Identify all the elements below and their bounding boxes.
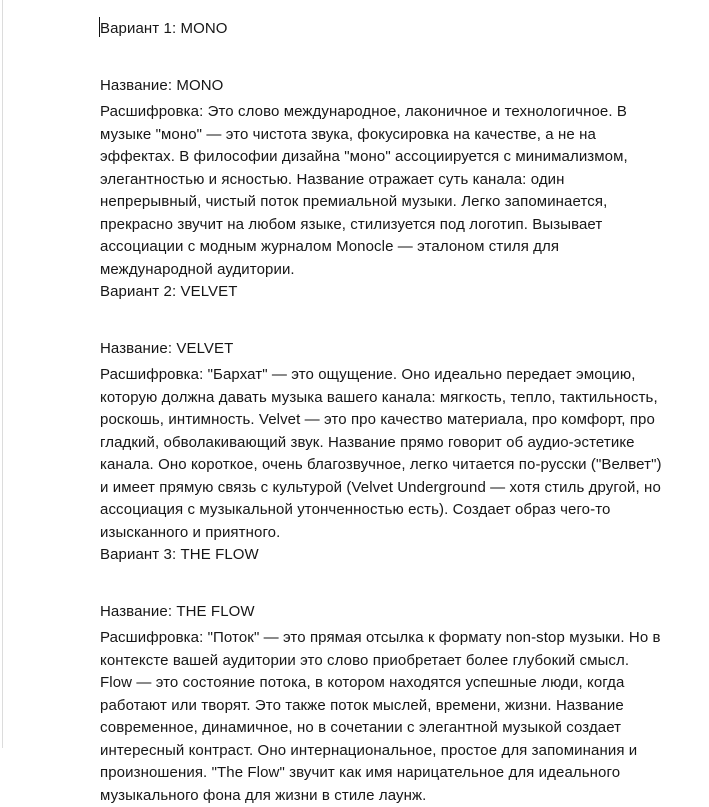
variant-2-description[interactable]: Расшифровка: "Бархат" — это ощущение. Оно идеально передает эмоцию, которую должна давать музыка вашего канала: мягкость, тепло, тактильность, роскошь, интимность. Velvet — это про качество материала, про комфорт, про гладкий, обволакивающий звук. Название прямо говорит об аудио-эстетике канала. Оно короткое, очень благозвучное, легко читается по-русски ("Велвет") и имеет прямую связь с культурой (Velvet Underground — хотя стиль другой, но ассоциация с музыкальной утонченностью есть). Создает образ чего-то изысканного и приятного. — [100, 366, 662, 541]
variant-1-title-text: Вариант 1: MONO — [100, 20, 228, 37]
variant-1-title[interactable] — [100, 18, 665, 41]
variant-3-description[interactable]: Расшифровка: "Поток" — это прямая отсылка к формату non-stop музыки. Но в контексте вашей аудитории это слово приобретает более глубокий смысл. Flow — это состояние потока, в котором находятся успешные люди, когда работают или творят. Это также поток мыслей, времени, жизни. Название современное, динамичное, но в сочетании с элегантной музыкой создает интересный контраст. Оно интернациональное, простое для запоминания и произношения. "The Flow" звучит как имя нарицательное для идеального музыкального фона для жизни в стиле лаунж. — [100, 629, 661, 804]
variant-1-description[interactable]: Расшифровка: Это слово международное, лаконичное и технологичное. В музыке "моно" — это чистота звука, фокусировка на качестве, а не на эффектах. В философии дизайна "моно" ассоциируется с минимализмом, элегантностью и ясностью. Название отражает суть канала: один непрерывный, чистый поток премиальной музыки. Легко запоминается, прекрасно звучит на любом языке, стилизуется под логотип. Вызывает ассоциации с модным журналом Monocle — эталоном стиля для международной аудитории. — [100, 103, 628, 278]
variant-3-name-line[interactable]: Название: THE FLOW — [100, 602, 255, 620]
variant-1-name-line[interactable]: Название: MONO — [100, 76, 224, 94]
variant-3-title[interactable]: Вариант 3: THE FLOW — [100, 546, 259, 563]
variant-2-title[interactable]: Вариант 2: VELVET — [100, 283, 238, 300]
variant-2-name-line[interactable]: Название: VELVET — [100, 339, 234, 357]
text-cursor — [99, 17, 101, 37]
